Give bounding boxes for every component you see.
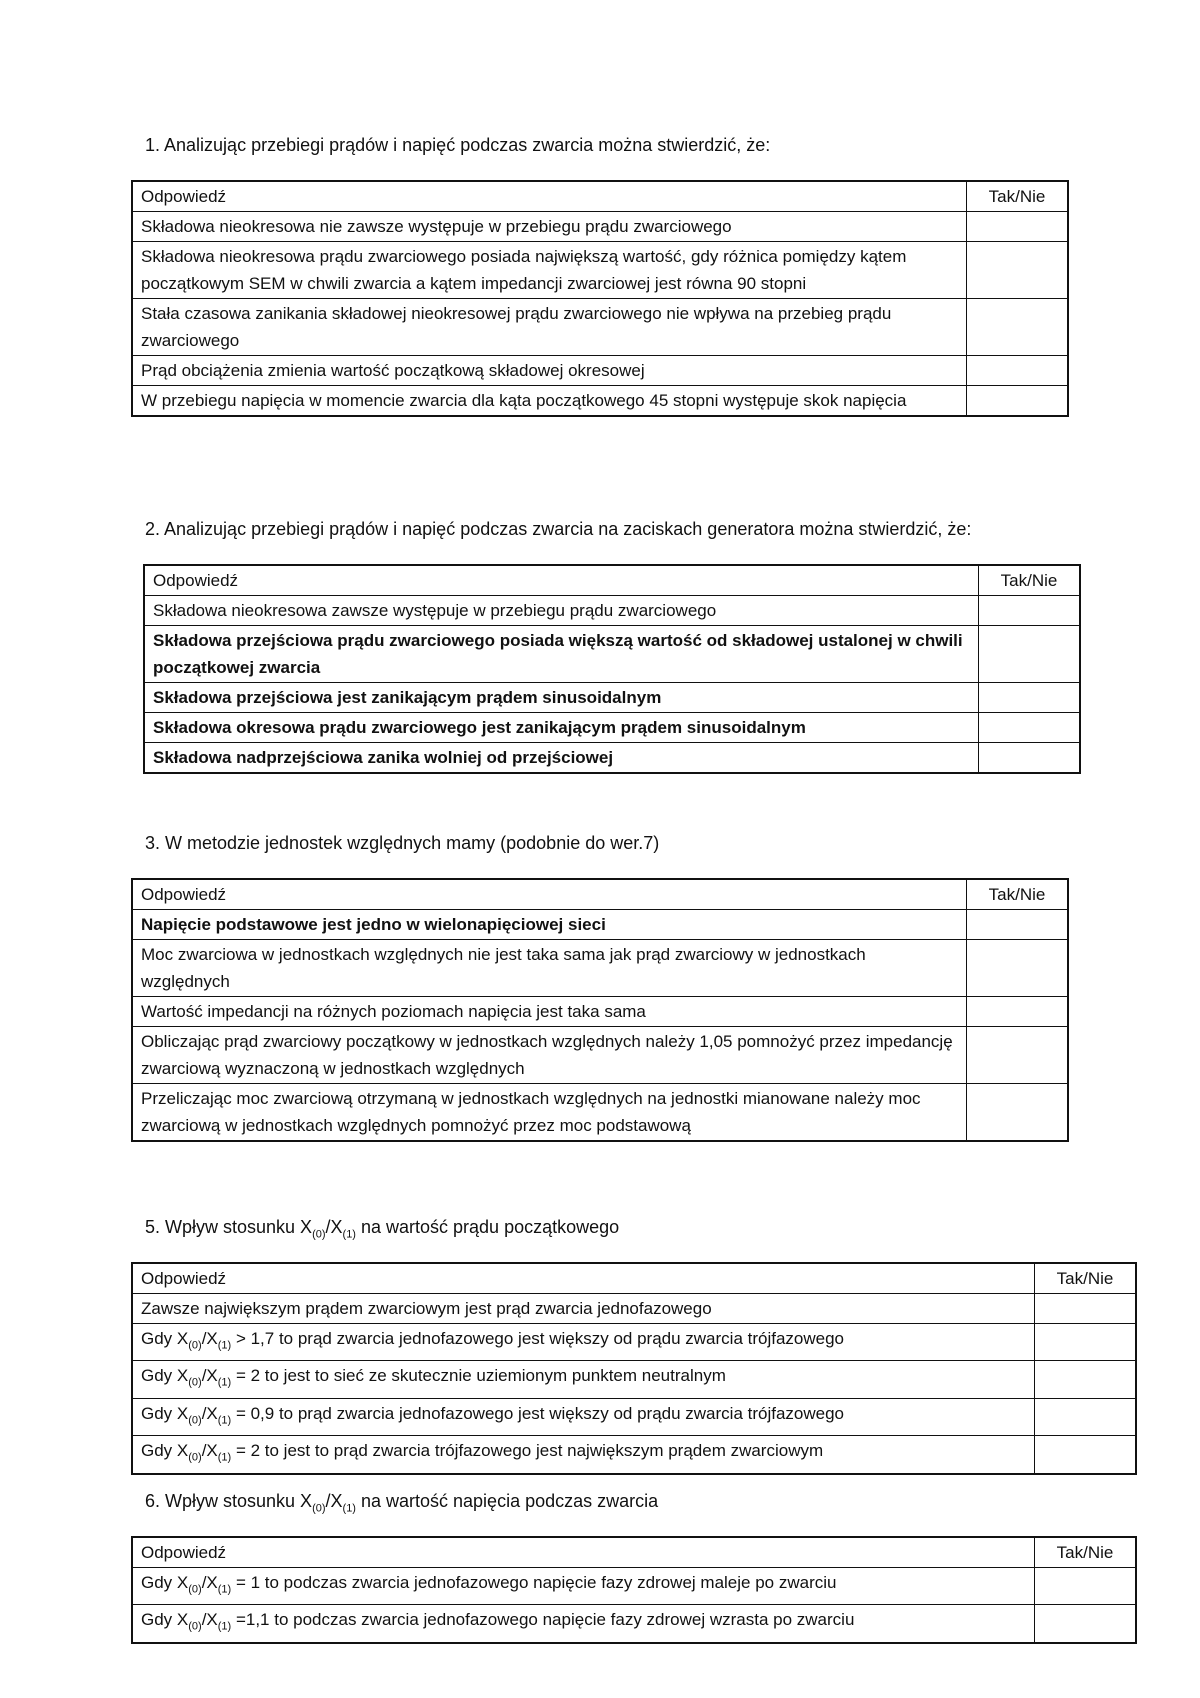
- answer-statement: [132, 1605, 1035, 1643]
- answer-cell[interactable]: [967, 1084, 1069, 1142]
- answer-cell[interactable]: [979, 743, 1081, 774]
- table-row: [132, 1084, 1068, 1142]
- question-2-title: 2. Analizując przebiegi prądów i napięć podczas zwarcia na zaciskach generatora można stwierdzić, że:: [145, 519, 972, 539]
- subscript: (1): [217, 1451, 232, 1464]
- answer-cell[interactable]: [967, 356, 1069, 386]
- subscript: (0): [188, 1414, 202, 1427]
- question-2-table: [143, 564, 1081, 774]
- header-answer: Odpowiedź: [132, 1263, 1035, 1294]
- answer-statement: Składowa nieokresowa zawsze występuje w przebiegu prądu zwarciowego: [144, 596, 979, 626]
- table-row: [132, 386, 1068, 417]
- header-yes-no: Tak/Nie: [1035, 1537, 1137, 1568]
- subscript: (0): [188, 1620, 202, 1633]
- answer-cell[interactable]: [1035, 1568, 1137, 1605]
- header-yes-no: Tak/Nie: [1035, 1263, 1137, 1294]
- table-row: [132, 356, 1068, 386]
- answer-cell[interactable]: [1035, 1605, 1137, 1643]
- answer-cell[interactable]: [979, 713, 1081, 743]
- header-answer: Odpowiedź: [144, 565, 979, 596]
- answer-statement: Zawsze największym prądem zwarciowym jest prąd zwarcia jednofazowego: [132, 1294, 1035, 1324]
- subscript: (0): [312, 1502, 326, 1515]
- table-row: [144, 713, 1080, 743]
- title-text: 5. Wpływ stosunku X: [145, 1217, 313, 1237]
- table-row: [144, 626, 1080, 683]
- statement-text: > 1,7 to prąd zwarcia jednofazowego jest większy od prądu zwarcia trójfazowego: [231, 1329, 845, 1348]
- question-5-title: [145, 1216, 619, 1246]
- header-answer: Odpowiedź: [132, 1537, 1035, 1568]
- subscript: (0): [188, 1583, 202, 1596]
- answer-cell[interactable]: [967, 940, 1069, 997]
- statement-text: Gdy X: [141, 1610, 189, 1630]
- table-row: [132, 910, 1068, 940]
- subscript: (1): [217, 1339, 232, 1352]
- table-row: [144, 743, 1080, 774]
- question-6-title: [145, 1490, 658, 1520]
- table-row: [132, 1605, 1136, 1643]
- answer-statement: [132, 1324, 1035, 1361]
- question-1-title: 1. Analizując przebiegi prądów i napięć podczas zwarcia można stwierdzić, że:: [145, 135, 771, 155]
- answer-statement: W przebiegu napięcia w momencie zwarcia dla kąta początkowego 45 stopni występuje skok napięcia: [132, 386, 967, 417]
- subscript: (1): [342, 1502, 356, 1515]
- header-answer: Odpowiedź: [132, 879, 967, 910]
- answer-statement: Składowa nieokresowa prądu zwarciowego posiada największą wartość, gdy różnica pomiędzy kątem początkowym SEM w chwili zwarcia a kątem impedancji zwarciowej jest równa 90 stopni: [132, 242, 967, 299]
- statement-text: /X: [201, 1573, 218, 1592]
- answer-statement: [132, 1436, 1035, 1474]
- table-row: [132, 940, 1068, 997]
- question-3-table: [131, 878, 1069, 1142]
- title-text: /X: [325, 1217, 343, 1237]
- table-header-row: [132, 1537, 1136, 1568]
- table-row: [132, 242, 1068, 299]
- answer-statement: Moc zwarciowa w jednostkach względnych nie jest taka sama jak prąd zwarciowy w jednostkach względnych: [132, 940, 967, 997]
- table-row: [132, 1324, 1136, 1361]
- statement-text: Gdy X: [141, 1441, 189, 1461]
- statement-text: /X: [201, 1441, 218, 1461]
- answer-cell[interactable]: [1035, 1436, 1137, 1474]
- answer-cell[interactable]: [967, 386, 1069, 417]
- table-row: [132, 1361, 1136, 1398]
- header-answer: Odpowiedź: [132, 181, 967, 212]
- title-text: na wartość prądu początkowego: [355, 1217, 620, 1237]
- answer-cell[interactable]: [967, 1027, 1069, 1084]
- answer-statement: Przeliczając moc zwarciową otrzymaną w jednostkach względnych na jednostki mianowane należy moc zwarciową w jednostkach względnych pomnożyć przez moc podstawową: [132, 1084, 967, 1142]
- answer-cell[interactable]: [1035, 1398, 1137, 1435]
- table-row: [144, 683, 1080, 713]
- table-row: [144, 596, 1080, 626]
- answer-statement: Składowa nieokresowa nie zawsze występuje w przebiegu prądu zwarciowego: [132, 212, 967, 242]
- title-text: 6. Wpływ stosunku X: [145, 1491, 313, 1511]
- subscript: (1): [342, 1228, 356, 1241]
- question-3-title: 3. W metodzie jednostek względnych mamy (podobnie do wer.7): [145, 833, 660, 853]
- answer-statement: Stała czasowa zanikania składowej nieokresowej prądu zwarciowego nie wpływa na przebieg prądu zwarciowego: [132, 299, 967, 356]
- title-text: na wartość napięcia podczas zwarcia: [355, 1491, 659, 1511]
- subscript: (1): [217, 1376, 232, 1389]
- question-1-table: [131, 180, 1069, 417]
- answer-statement: Składowa przejściowa jest zanikającym prądem sinusoidalnym: [144, 683, 979, 713]
- statement-text: /X: [201, 1403, 218, 1423]
- answer-statement: Obliczając prąd zwarciowy początkowy w jednostkach względnych należy 1,05 pomnożyć przez impedancję zwarciową wyznaczoną w jednostkach względnych: [132, 1027, 967, 1084]
- statement-text: Gdy X: [141, 1329, 189, 1348]
- statement-text: Gdy X: [141, 1366, 189, 1386]
- statement-text: /X: [201, 1366, 218, 1386]
- subscript: (0): [188, 1451, 202, 1464]
- table-row: [132, 997, 1068, 1027]
- answer-cell[interactable]: [967, 242, 1069, 299]
- answer-cell[interactable]: [1035, 1324, 1137, 1361]
- table-row: [132, 1436, 1136, 1474]
- statement-text: =1,1 to podczas zwarcia jednofazowego napięcie fazy zdrowej wzrasta po zwarciu: [231, 1610, 855, 1630]
- statement-text: /X: [201, 1329, 218, 1348]
- answer-cell[interactable]: [979, 683, 1081, 713]
- table-row: [132, 212, 1068, 242]
- question-6-table: [131, 1536, 1137, 1644]
- answer-cell[interactable]: [1035, 1294, 1137, 1324]
- table-row: [132, 1294, 1136, 1324]
- statement-text: = 1 to podczas zwarcia jednofazowego napięcie fazy zdrowej maleje po zwarciu: [231, 1573, 837, 1592]
- answer-cell[interactable]: [1035, 1361, 1137, 1398]
- answer-cell[interactable]: [979, 596, 1081, 626]
- statement-text: = 2 to jest to sieć ze skutecznie uziemionym punktem neutralnym: [231, 1366, 726, 1386]
- table-header-row: [132, 181, 1068, 212]
- subscript: (1): [217, 1583, 232, 1596]
- answer-statement: Napięcie podstawowe jest jedno w wielonapięciowej sieci: [132, 910, 967, 940]
- table-row: [132, 299, 1068, 356]
- header-yes-no: Tak/Nie: [979, 565, 1081, 596]
- table-row: [132, 1027, 1068, 1084]
- statement-text: /X: [201, 1610, 218, 1630]
- answer-cell[interactable]: [967, 997, 1069, 1027]
- answer-statement: Składowa okresowa prądu zwarciowego jest zanikającym prądem sinusoidalnym: [144, 713, 979, 743]
- table-header-row: [132, 1263, 1136, 1294]
- title-text: /X: [325, 1491, 343, 1511]
- answer-statement: Wartość impedancji na różnych poziomach napięcia jest taka sama: [132, 997, 967, 1027]
- answer-cell[interactable]: [967, 299, 1069, 356]
- statement-text: Gdy X: [141, 1573, 189, 1592]
- subscript: (0): [312, 1228, 326, 1241]
- header-yes-no: Tak/Nie: [967, 879, 1069, 910]
- statement-text: = 2 to jest to prąd zwarcia trójfazowego jest największym prądem zwarciowym: [231, 1441, 824, 1461]
- answer-cell[interactable]: [967, 212, 1069, 242]
- subscript: (1): [217, 1620, 232, 1633]
- answer-cell[interactable]: [967, 910, 1069, 940]
- statement-text: Gdy X: [141, 1403, 189, 1423]
- answer-cell[interactable]: [979, 626, 1081, 683]
- answer-statement: Składowa nadprzejściowa zanika wolniej od przejściowej: [144, 743, 979, 774]
- answer-statement: [132, 1568, 1035, 1605]
- question-5-table: [131, 1262, 1137, 1475]
- answer-statement: [132, 1361, 1035, 1398]
- table-header-row: [132, 879, 1068, 910]
- subscript: (1): [217, 1414, 232, 1427]
- table-header-row: [144, 565, 1080, 596]
- statement-text: = 0,9 to prąd zwarcia jednofazowego jest większy od prądu zwarcia trójfazowego: [231, 1403, 845, 1423]
- table-row: [132, 1398, 1136, 1435]
- answer-statement: Składowa przejściowa prądu zwarciowego posiada większą wartość od składowej ustalonej w chwili początkowej zwarcia: [144, 626, 979, 683]
- answer-statement: Prąd obciążenia zmienia wartość początkową składowej okresowej: [132, 356, 967, 386]
- subscript: (0): [188, 1376, 202, 1389]
- header-yes-no: Tak/Nie: [967, 181, 1069, 212]
- answer-statement: [132, 1398, 1035, 1435]
- table-row: [132, 1568, 1136, 1605]
- subscript: (0): [188, 1339, 202, 1352]
